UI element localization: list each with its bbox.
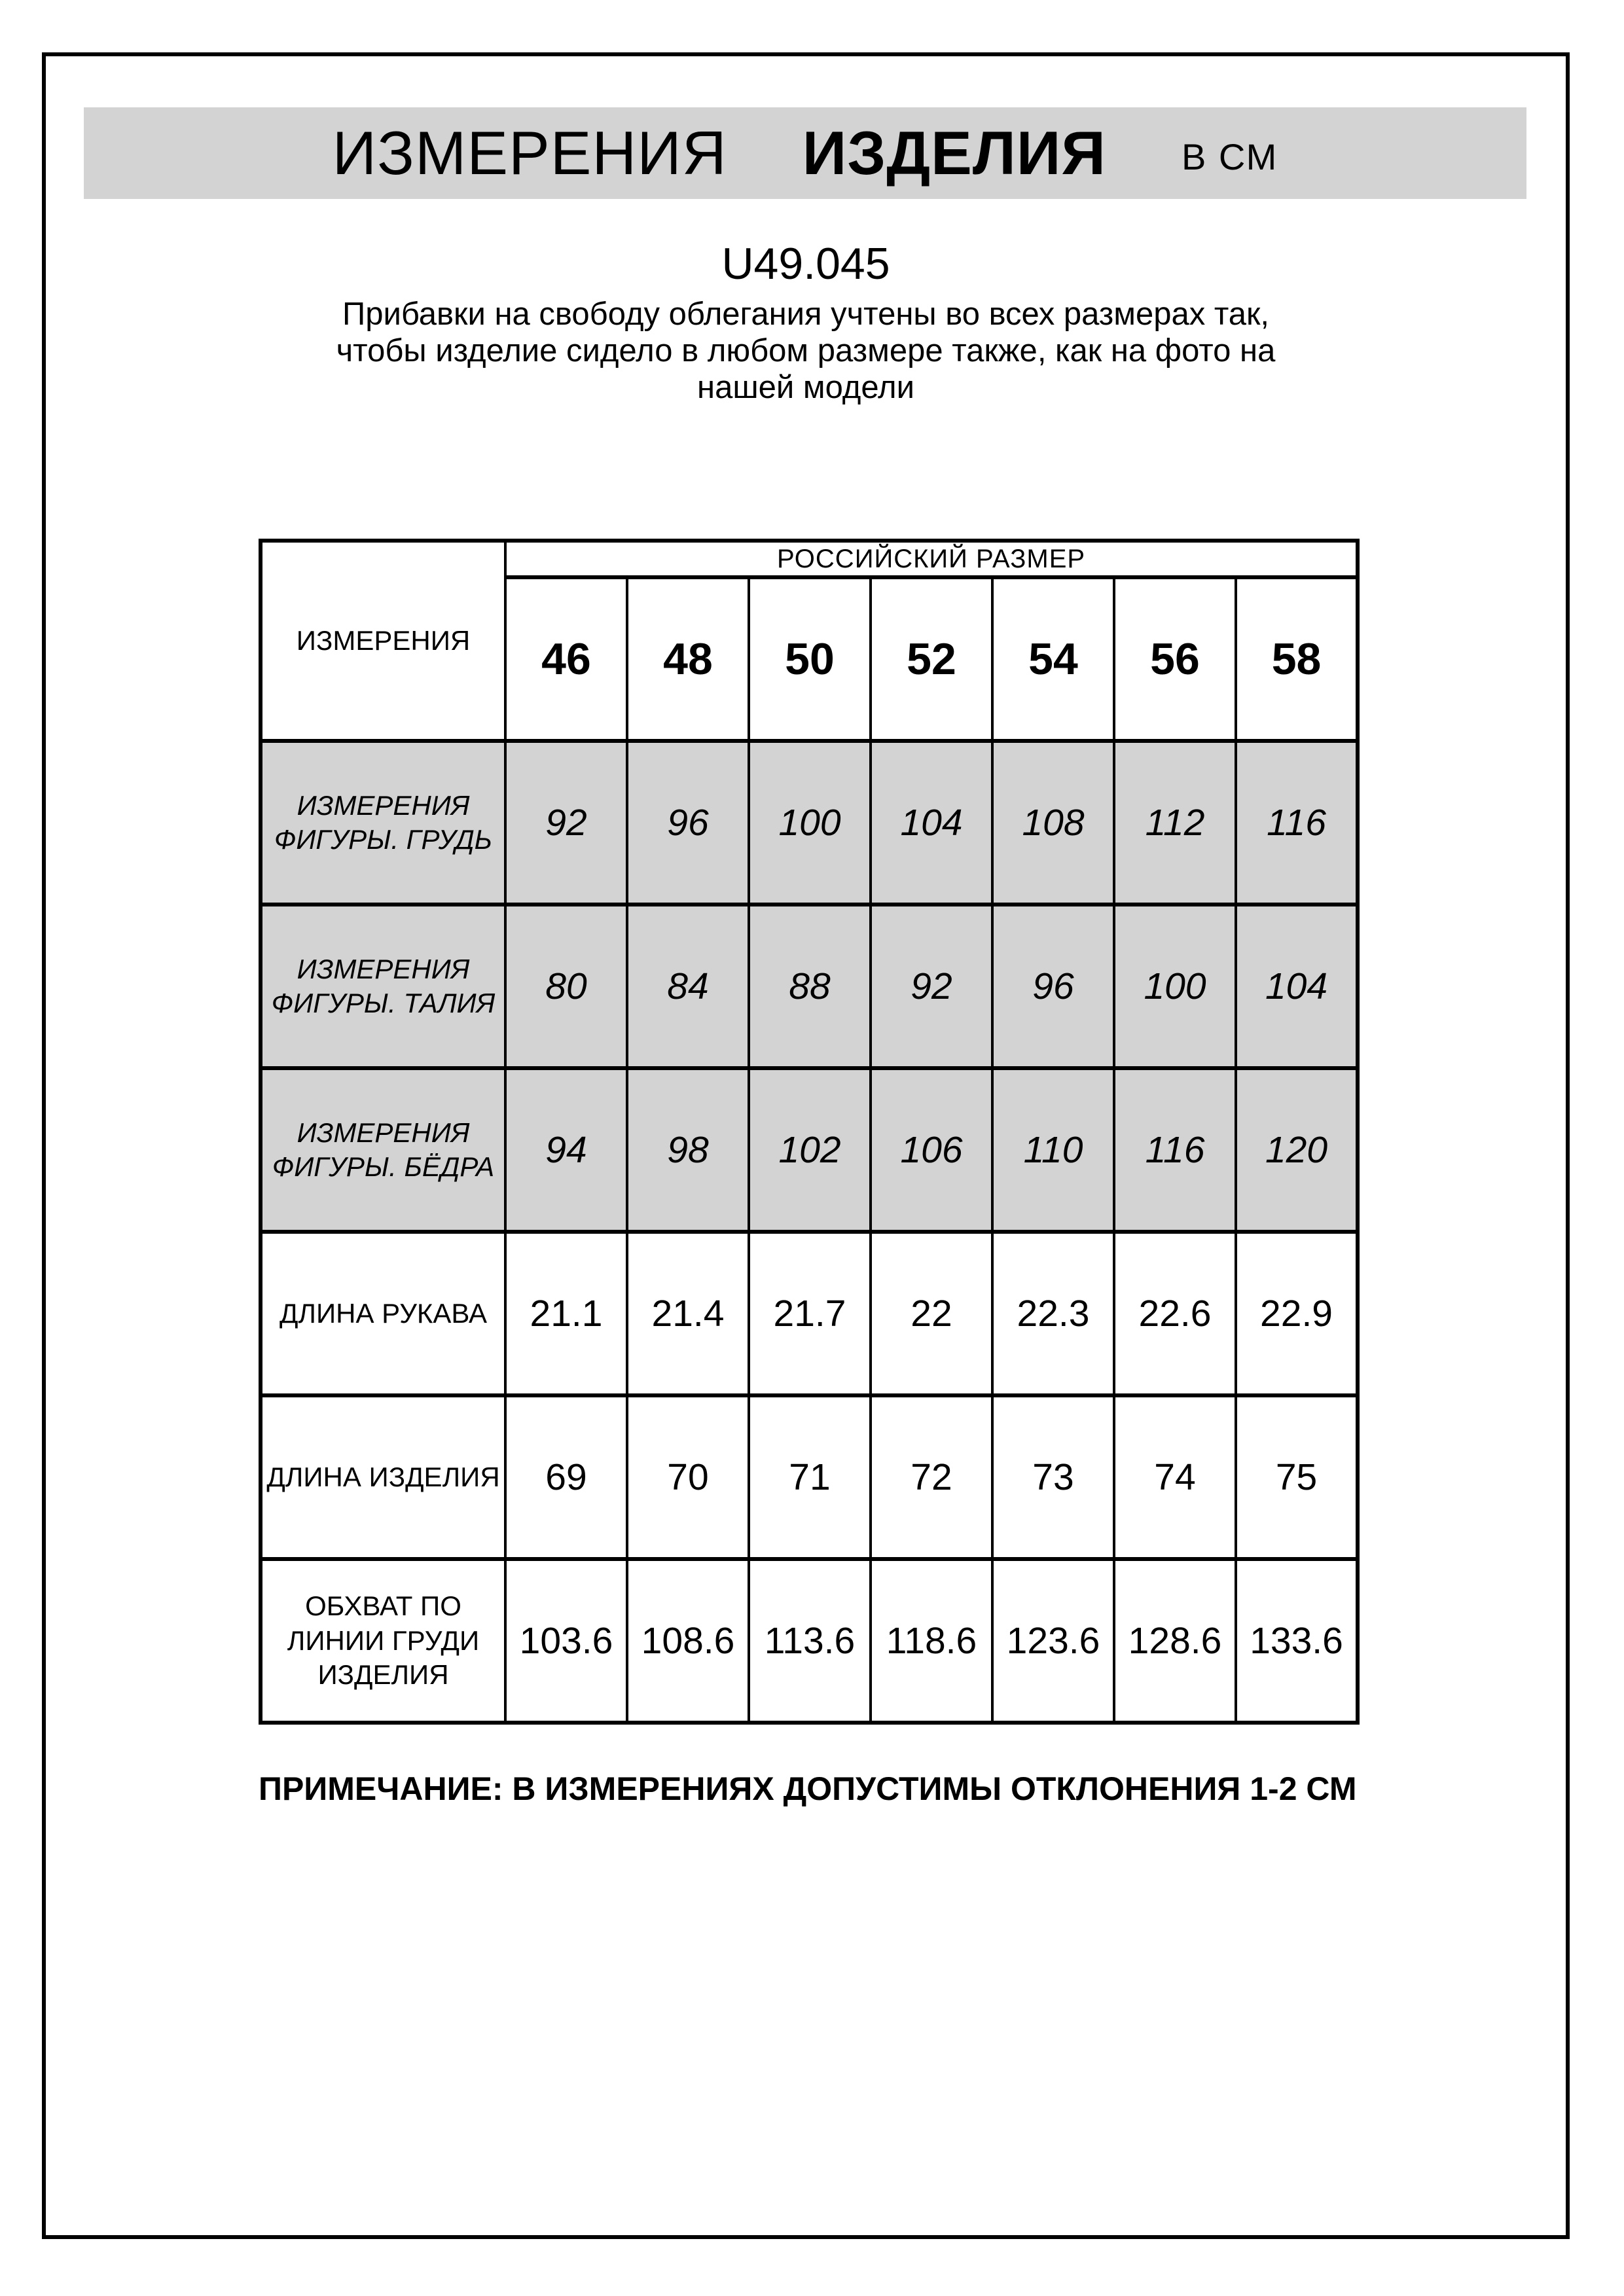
value-cell: 21.7 [749,1232,871,1395]
value-cell: 22.9 [1236,1232,1358,1395]
value-cell: 94 [505,1068,627,1232]
value-cell: 116 [1114,1068,1236,1232]
description-line: чтобы изделие сидело в любом размере также, как на фото на [336,333,1276,368]
row-label-line: ДЛИНА ИЗДЕЛИЯ [266,1461,500,1492]
description-line: Прибавки на свободу облегания учтены во всех размерах так, [342,296,1270,332]
value-cell: 74 [1114,1395,1236,1559]
value-cell: 98 [627,1068,749,1232]
description-line: нашей модели [697,370,914,405]
value-cell: 22.3 [992,1232,1114,1395]
value-cell: 108 [992,741,1114,905]
group-header-row [261,541,1358,577]
value-cell: 84 [627,905,749,1068]
row-label [261,1232,505,1395]
value-cell: 103.6 [505,1559,627,1723]
size-col-header: 52 [871,577,992,741]
table-row [261,741,1358,905]
value-cell: 92 [505,741,627,905]
table-row [261,1395,1358,1559]
size-col-header: 54 [992,577,1114,741]
table-row [261,1559,1358,1723]
row-label [261,1559,505,1723]
table-row [261,1068,1358,1232]
fit-description [46,296,1566,406]
row-label [261,1395,505,1559]
row-label-line: ИЗМЕРЕНИЯ [297,1117,470,1148]
title-word-izmereniya: ИЗМЕРЕНИЯ [332,118,727,187]
value-cell: 123.6 [992,1559,1114,1723]
value-cell: 104 [871,741,992,905]
value-cell: 100 [1114,905,1236,1068]
title-band [84,107,1526,199]
title-word-izdeliya: ИЗДЕЛИЯ [802,118,1106,187]
value-cell: 22 [871,1232,992,1395]
row-label-line: ФИГУРЫ. БЁДРА [272,1151,495,1182]
model-number: U49.045 [721,239,890,289]
size-table [259,539,1360,1725]
row-label-line: ФИГУРЫ. ГРУДЬ [274,824,493,855]
row-label-line: ИЗДЕЛИЯ [317,1659,449,1691]
row-label [261,741,505,905]
value-cell: 102 [749,1068,871,1232]
row-label-line: ЛИНИИ ГРУДИ [287,1624,480,1656]
value-cell: 75 [1236,1395,1358,1559]
value-cell: 80 [505,905,627,1068]
row-label [261,905,505,1068]
value-cell: 69 [505,1395,627,1559]
row-label-line: ДЛИНА РУКАВА [279,1297,488,1329]
row-label [261,1068,505,1232]
table-row [261,1232,1358,1395]
value-cell: 72 [871,1395,992,1559]
value-cell: 106 [871,1068,992,1232]
value-cell: 112 [1114,741,1236,905]
measurements-corner-cell: ИЗМЕРЕНИЯ [261,541,505,741]
size-col-header: 56 [1114,577,1236,741]
value-cell: 70 [627,1395,749,1559]
value-cell: 73 [992,1395,1114,1559]
value-cell: 108.6 [627,1559,749,1723]
size-col-header: 58 [1236,577,1358,741]
row-label-line: ИЗМЕРЕНИЯ [297,789,470,821]
value-cell: 96 [992,905,1114,1068]
size-col-header: 46 [505,577,627,741]
value-cell: 128.6 [1114,1559,1236,1723]
table-row [261,905,1358,1068]
size-col-header: 48 [627,577,749,741]
value-cell: 104 [1236,905,1358,1068]
value-cell: 88 [749,905,871,1068]
value-cell: 92 [871,905,992,1068]
page-border-frame [42,52,1570,2239]
value-cell: 116 [1236,741,1358,905]
russian-size-header-cell: РОССИЙСКИЙ РАЗМЕР [505,541,1358,577]
value-cell: 22.6 [1114,1232,1236,1395]
tolerance-note: ПРИМЕЧАНИЕ: В ИЗМЕРЕНИЯХ ДОПУСТИМЫ ОТКЛОНЕНИЯ 1-2 СМ [259,1770,1357,1807]
value-cell: 21.4 [627,1232,749,1395]
value-cell: 100 [749,741,871,905]
size-col-header: 50 [749,577,871,741]
row-label-line: ИЗМЕРЕНИЯ [297,953,470,984]
value-cell: 113.6 [749,1559,871,1723]
value-cell: 71 [749,1395,871,1559]
value-cell: 133.6 [1236,1559,1358,1723]
value-cell: 96 [627,741,749,905]
value-cell: 118.6 [871,1559,992,1723]
row-label-line: ОБХВАТ ПО [305,1590,461,1622]
row-label-line: ФИГУРЫ. ТАЛИЯ [271,988,496,1018]
title-unit-cm: В СМ [1181,135,1278,177]
value-cell: 110 [992,1068,1114,1232]
value-cell: 120 [1236,1068,1358,1232]
value-cell: 21.1 [505,1232,627,1395]
